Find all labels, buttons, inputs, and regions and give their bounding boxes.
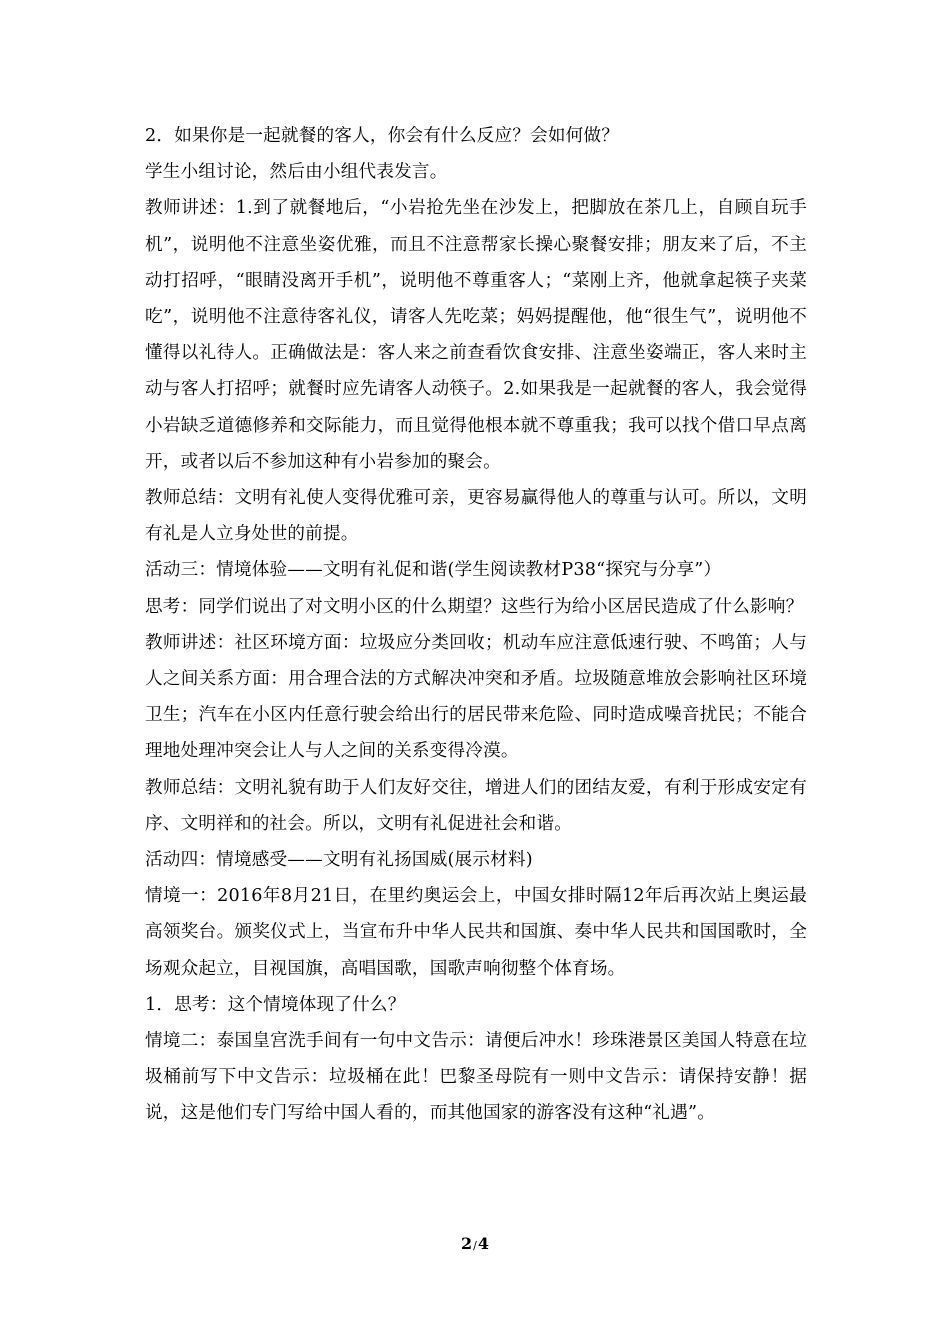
group-discussion-note: 学生小组讨论，然后由小组代表发言。 (145, 162, 448, 183)
activity-3-heading: 活动三：情境体验——文明有礼促和谐(学生阅读教材P38“探究与分享”） (145, 560, 722, 581)
total-pages-number: 4 (477, 1234, 489, 1253)
scenario-2: 情境二：泰国皇宫洗手间有一句中文告示：请便后冲水！珍珠港景区美国人特意在垃圾桶前写下中文告示：垃圾桶在此！巴黎圣母院有一则中文告示：请保持安静！据说，这是他们专门写给中国人看的，而其他国家的游客没有这种“礼遇”。 (145, 1031, 807, 1124)
page-number (0, 1234, 950, 1253)
teacher-summary-2: 教师总结：文明礼貌有助于人们友好交往，增进人们的团结友爱，有利于形成安定有序、文明祥和的社会。所以，文明有礼促进社会和谐。 (145, 777, 807, 834)
question-2: 2．如果你是一起就餐的客人，你会有什么反应？会如何做？ (145, 126, 620, 146)
teacher-summary-1: 教师总结：文明有礼使人变得优雅可亲，更容易赢得他人的尊重与认可。所以，文明有礼是人立身处世的前提。 (145, 488, 807, 545)
teacher-explanation-1: 教师讲述：1.到了就餐地后，“小岩抢先坐在沙发上，把脚放在茶几上，自顾自玩手机”，说明他不注意坐姿优雅，而且不注意帮家长操心聚餐安排；朋友来了后，不主动打招呼，“眼睛没离开手机”，说明他不尊重客人；“菜刚上齐，他就拿起筷子夹菜吃”，说明他不注意待客礼仪，请客人先吃菜；妈妈提醒他，他“很生气”，说明他不懂得以礼待人。正确做法是：客人来之前查看饮食安排、注意坐姿端正，客人来时主动与客人打招呼；就餐时应先请客人动筷子。2.如果我是一起就餐的客人，我会觉得小岩缺乏道德修养和交际能力，而且觉得他根本就不尊重我；我可以找个借口早点离开，或者以后不参加这种有小岩参加的聚会。 (145, 198, 807, 472)
activity-3-question: 思考：同学们说出了对文明小区的什么期望？这些行为给小区居民造成了什么影响？ (145, 596, 804, 617)
document-body (145, 118, 807, 1132)
scenario-1-question: 1．思考：这个情境体现了什么？ (145, 994, 406, 1015)
activity-4-heading: 活动四：情境感受——文明有礼扬国威(展示材料) (145, 850, 533, 871)
current-page-number: 2 (461, 1234, 473, 1253)
teacher-explanation-2: 教师讲述：社区环境方面：垃圾应分类回收；机动车应注意低速行驶、不鸣笛；人与人之间关系方面：用合理合法的方式解决冲突和矛盾。垃圾随意堆放会影响社区环境卫生；汽车在小区内任意行驶会给出行的居民带来危险、同时造成噪音扰民；不能合理地处理冲突会让人与人之间的关系变得冷漠。 (145, 632, 807, 762)
page-separator: / (473, 1239, 477, 1252)
scenario-1: 情境一：2016年8月21日，在里约奥运会上，中国女排时隔12年后再次站上奥运最高领奖台。颁奖仪式上，当宣布升中华人民共和国旗、奏中华人民共和国国歌时，全场观众起立，目视国旗，高唱国歌，国歌声响彻整个体育场。 (145, 886, 807, 979)
